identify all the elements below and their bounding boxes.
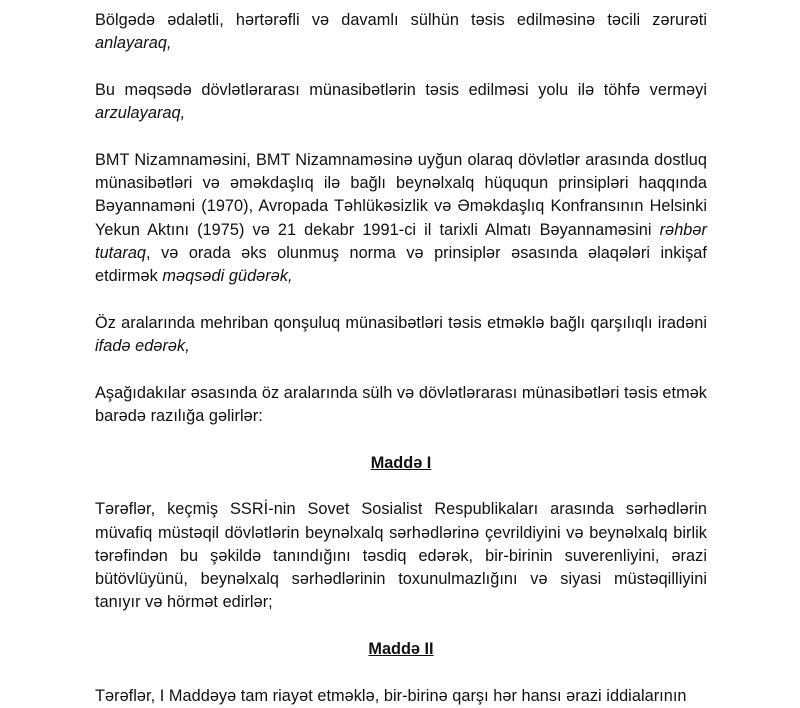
paragraph-preamble-4 <box>95 312 707 359</box>
paragraph-emphasis: məqsədi güdərək, <box>162 267 293 286</box>
article-1-text: Tərəflər, keçmiş SSRİ-nin Sovet Sosialist Respublikaları arasında sərhədlərin müvafiq müstəqil dövlətlərin beynəlxalq sərhədlərinə çevrildiyini və beynəlxalq birlik tərəfindən bu şəkildə tanındığını təsdiq edərək, bir-birinin suverenliyini, ərazi bütövlüyünü, beynəlxalq sərhədlərinin toxunulmazlığını və siyasi müstəqilliyini tanıyır və hörmət edirlər; <box>95 500 707 612</box>
paragraph-emphasis: arzulayaraq, <box>95 104 186 123</box>
paragraph-emphasis: rəhbər tutaraq <box>95 220 707 262</box>
paragraph-preamble-3 <box>95 149 707 289</box>
paragraph-text: BMT Nizamnaməsini, BMT Nizamnaməsinə uyğun olaraq dövlətlər arasında dostluq münasibətləri və əməkdaşlıq ilə bağlı beynəlxalq hüququn prinsipləri haqqında Bəyannaməni (1970), Avropada Təhlükəsizlik və Əməkdaşlıq Konfransının Helsinki Yekun Aktını (1975) və 21 dekabr 1991-ci il tarixli Almatı Bəyannaməsini <box>95 150 707 239</box>
paragraph-preamble-2 <box>95 79 707 126</box>
paragraph-preamble-1 <box>95 9 707 56</box>
paragraph-text: Bölgədə ədalətli, hərtərəfli və davamlı sülhün təsis edilməsinə təcili zərurəti <box>95 11 707 29</box>
paragraph-emphasis: ifadə edərək, <box>95 337 190 356</box>
paragraph-text: Öz aralarında mehriban qonşuluq münasibətləri təsis etməklə bağlı qarşılıqlı iradəni <box>95 313 707 332</box>
paragraph-text: Bu məqsədə dövlətlərarası münasibətlərin təsis edilməsi yolu ilə töhfə verməyi <box>95 80 707 99</box>
paragraph-preamble-5: Aşağıdakılar əsasında öz aralarında sülh və dövlətlərarası münasibətləri təsis etmək barədə razılığa gəlirlər: <box>95 383 707 426</box>
document-page <box>95 0 707 708</box>
article-1-heading: Maddə I <box>370 453 432 472</box>
paragraph-text: , və orada əks olunmuş norma və prinsiplər əsasında əlaqələri inkişaf etdirmək <box>95 243 707 286</box>
article-2-heading: Maddə II <box>368 640 434 659</box>
paragraph-emphasis: anlayaraq, <box>95 34 172 53</box>
article-2-text: Tərəflər, I Maddəyə tam riayət etməklə, bir-birinə qarşı hər hansı ərazi iddialarının <box>95 686 687 705</box>
